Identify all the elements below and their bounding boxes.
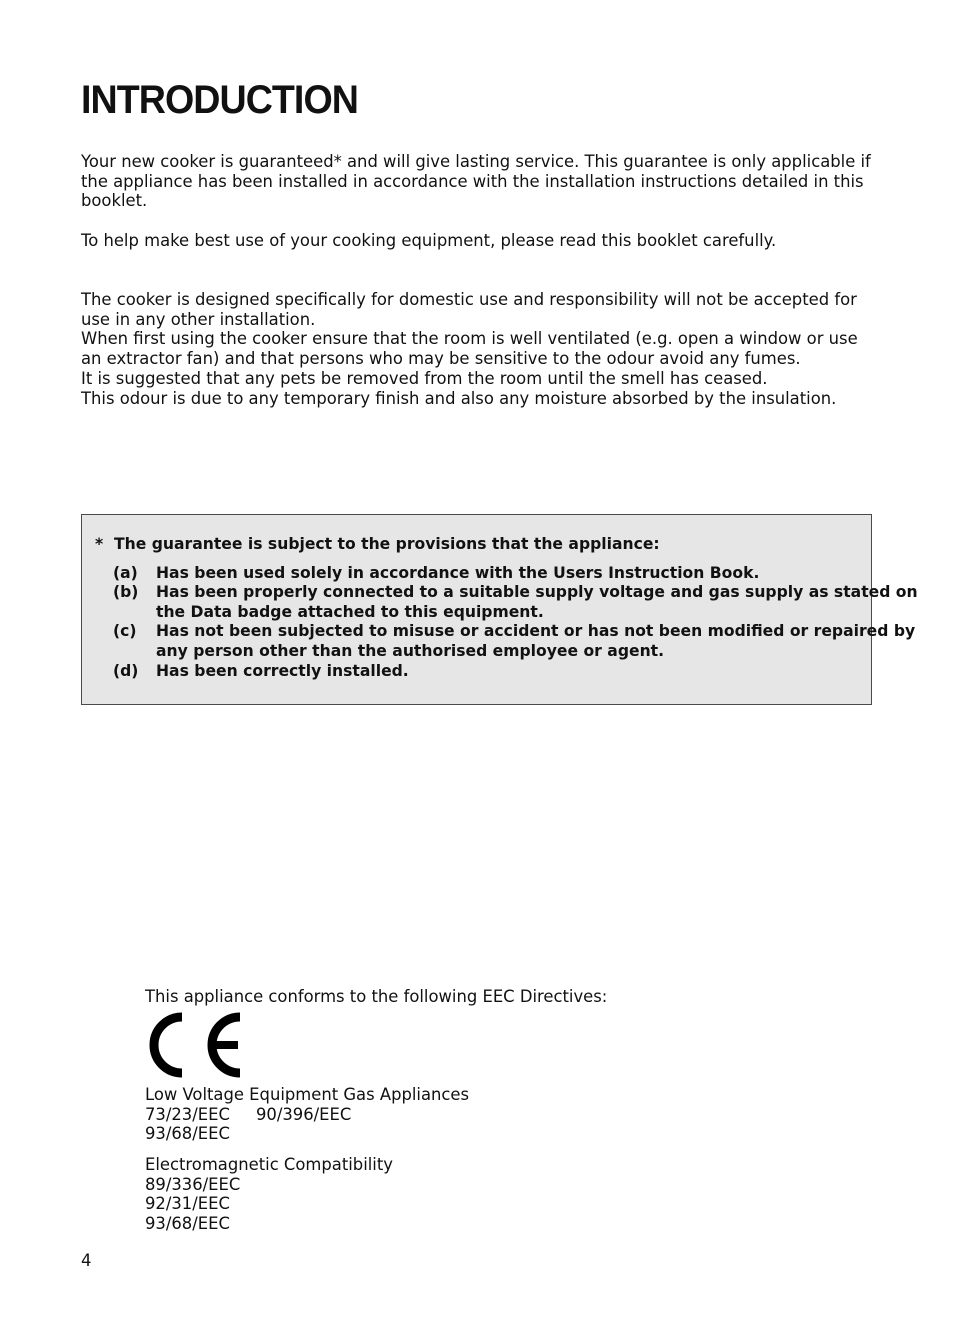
text-line: booklet.: [81, 191, 148, 211]
text-line: This appliance conforms to the following EEC Directives:: [145, 987, 608, 1006]
directive-code-line: 89/336/EEC: [145, 1174, 241, 1194]
item-text: Has been used solely in accordance with the Users Instruction Book.: [156, 564, 760, 582]
text-line: It is suggested that any pets be removed from the room until the smell has ceased.: [81, 368, 768, 388]
item-letter: (a): [113, 564, 138, 582]
directive-code-line: 93/68/EEC: [145, 1214, 230, 1234]
item-letter: (d): [113, 662, 139, 680]
intro-paragraph-guarantee: [81, 152, 881, 211]
page-number: 4: [81, 1251, 92, 1270]
directive-group-title: Electromagnetic Compatibility: [145, 1155, 393, 1174]
item-text: Has not been subjected to misuse or accident or has not been modified or repaired by: [156, 622, 916, 640]
item-letter: (b): [113, 583, 139, 601]
guarantee-heading: The guarantee is subject to the provisions that the appliance:: [114, 535, 660, 553]
directive-code-line: 92/31/EEC: [145, 1194, 230, 1214]
guarantee-conditions-box: [81, 514, 918, 705]
text-line: To help make best use of your cooking equipment, please read this booklet carefully.: [81, 231, 777, 250]
ce-mark-logo: [144, 1012, 244, 1078]
item-text: Has been properly connected to a suitable supply voltage and gas supply as stated on: [156, 583, 918, 601]
directive-code-line: 93/68/EEC: [145, 1124, 230, 1144]
text-line: the appliance has been installed in accordance with the installation instructions detailed in this: [81, 171, 864, 191]
directive-code-line: 73/23/EEC 90/396/EEC: [145, 1104, 352, 1124]
item-text: the Data badge attached to this equipment.: [156, 603, 544, 621]
intro-paragraph-read-booklet: [81, 231, 881, 251]
eec-directives-intro: [145, 987, 607, 1007]
directive-group-emc: [145, 1155, 393, 1234]
item-text: any person other than the authorised employee or agent.: [156, 642, 665, 660]
text-line: Your new cooker is guaranteed* and will give lasting service. This guarantee is only applicable if: [81, 152, 871, 171]
item-text: Has been correctly installed.: [156, 662, 409, 680]
directive-group-title: Low Voltage Equipment Gas Appliances: [145, 1085, 470, 1104]
text-line: use in any other installation.: [81, 309, 316, 329]
intro-paragraph-domestic-use: [81, 290, 881, 408]
text-line: The cooker is designed specifically for domestic use and responsibility will not be accepted for: [81, 290, 857, 309]
text-line: When first using the cooker ensure that the room is well ventilated (e.g. open a window or use: [81, 329, 858, 349]
text-line: an extractor fan) and that persons who may be sensitive to the odour avoid any fumes.: [81, 349, 801, 369]
directive-group-low-voltage-gas: [145, 1085, 469, 1144]
asterisk-mark: *: [95, 535, 104, 553]
text-line: This odour is due to any temporary finish and also any moisture absorbed by the insulation.: [81, 388, 837, 408]
item-letter: (c): [113, 622, 137, 640]
page-title: INTRODUCTION: [81, 78, 358, 122]
